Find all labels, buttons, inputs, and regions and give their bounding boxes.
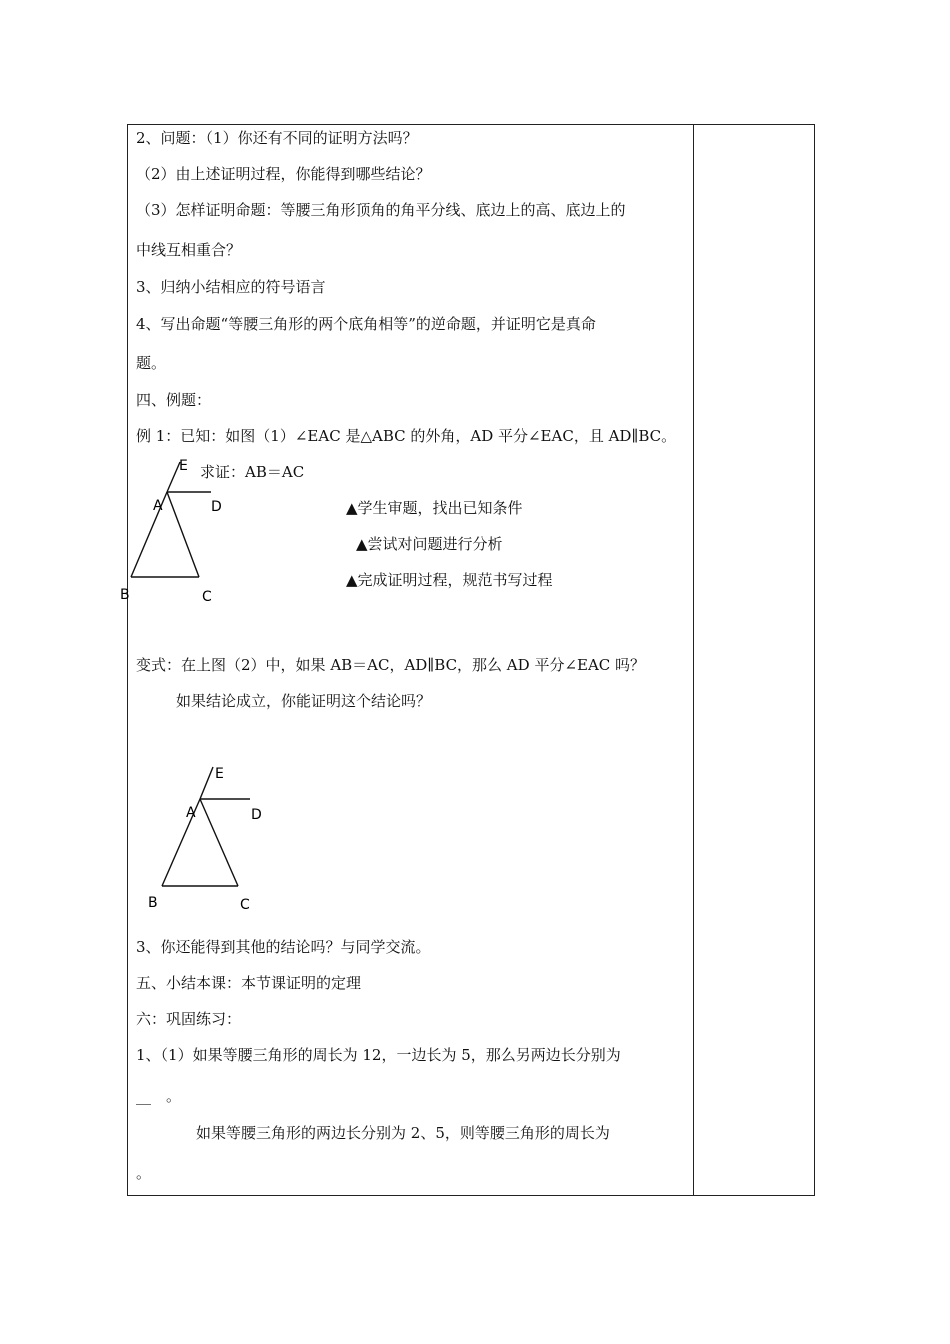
practice-2-line: 如果等腰三角形的两边长分别为 2、5，则等腰三角形的周长为 (196, 1124, 610, 1142)
section-examples-heading: 四、例题： (136, 391, 212, 409)
fig1-label-e: E (179, 458, 188, 474)
section-practice-heading: 六：巩固练习： (136, 1010, 242, 1028)
question-line-1: 2、问题：（1）你还有不同的证明方法吗？ (136, 129, 418, 147)
fig2-label-e: E (215, 766, 224, 782)
converse-line-cont: 题。 (136, 354, 167, 372)
variant-followup: 如果结论成立，你能证明这个结论吗？ (176, 692, 432, 710)
fig1-label-d: D (211, 499, 222, 515)
practice-2-end: 。 (136, 1164, 152, 1182)
column-divider (693, 124, 694, 1196)
fig2-label-d: D (251, 807, 262, 823)
question-line-3: （3）怎样证明命题：等腰三角形顶角的角平分线、底边上的高、底边上的 (136, 201, 626, 219)
example-1-prove: 求证：AB＝AC (200, 463, 305, 481)
step-read-question: ▲学生审题，找出已知条件 (346, 499, 523, 517)
fig2-label-c: C (240, 897, 250, 913)
converse-line: 4、写出命题“等腰三角形的两个底角相等”的逆命题，并证明它是真命 (136, 315, 596, 333)
question-line-2: （2）由上述证明过程，你能得到哪些结论？ (136, 165, 431, 183)
fig2-label-b: B (148, 895, 158, 911)
summary-symbol-line: 3、归纳小结相应的符号语言 (136, 278, 326, 296)
question-line-3-cont: 中线互相重合？ (136, 241, 242, 259)
practice-1-blank: __ 。 (136, 1087, 182, 1105)
fig1-label-c: C (202, 589, 212, 605)
more-conclusions-line: 3、你还能得到其他的结论吗？与同学交流。 (136, 938, 431, 956)
practice-1-line: 1、（1）如果等腰三角形的周长为 12，一边长为 5，那么另两边长分别为 (136, 1046, 621, 1064)
fig1-label-a: A (153, 498, 163, 514)
variant-line: 变式：在上图（2）中，如果 AB＝AC，AD∥BC，那么 AD 平分∠EAC 吗？ (136, 656, 646, 674)
fig1-label-b: B (120, 587, 130, 603)
example-1-given: 例 1：已知：如图（1）∠EAC 是△ABC 的外角，AD 平分∠EAC，且 AD∥BC。 (136, 427, 677, 445)
section-summary: 五、小结本课：本节课证明的定理 (136, 974, 362, 992)
step-analyze: ▲尝试对问题进行分析 (356, 535, 503, 553)
figure-2-triangle (140, 760, 270, 915)
figure-1-triangle (115, 452, 235, 607)
fig2-label-a: A (186, 805, 196, 821)
step-write-proof: ▲完成证明过程，规范书写过程 (346, 571, 553, 589)
